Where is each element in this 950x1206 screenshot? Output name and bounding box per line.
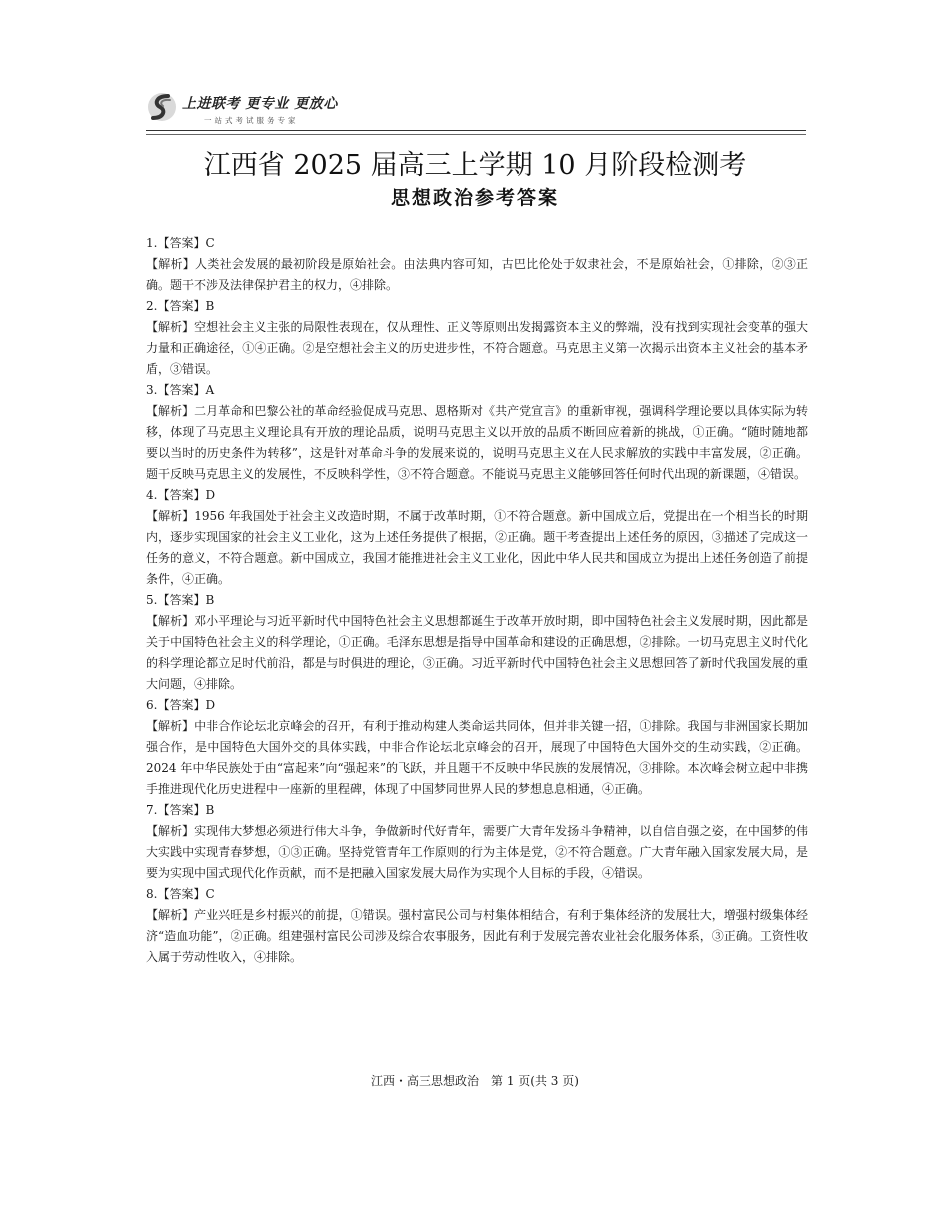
question-2-analysis: 【解析】空想社会主义主张的局限性表现在，仅从理性、正义等原则出发揭露资本主义的弊端，没有找到实现社会变革的强大力量和正确途径，①④正确。②是空想社会主义的历史进步性，不符合题意。马克思主义第一次揭示出资本主义社会的基本矛盾，③错误。: [146, 320, 808, 376]
question-7-analysis: 【解析】实现伟大梦想必须进行伟大斗争，争做新时代好青年，需要广大青年发扬斗争精神，以自信自强之姿，在中国梦的伟大实践中实现青春梦想，①③正确。坚持党管青年工作原则的行为主体是党，②不符合题意。广大青年融入国家发展大局，是要为实现中国式现代化作贡献，而不是把融入国家发展大局作为实现个人目标的手段，④错误。: [146, 824, 808, 880]
question-5-analysis: 【解析】邓小平理论与习近平新时代中国特色社会主义思想都诞生于改革开放时期，即中国特色社会主义发展时期，因此都是关于中国特色社会主义的科学理论，①正确。毛泽东思想是指导中国革命和建设的正确思想，②排除。一切马克思主义时代化的科学理论都立足时代前沿，都是与时俱进的理论，③正确。习近平新时代中国特色社会主义思想回答了新时代我国发展的重大问题，④排除。: [146, 614, 808, 691]
question-7-answer: 7.【答案】B: [146, 803, 215, 817]
question-1-answer: 1.【答案】C: [146, 236, 215, 250]
question-5-answer: 5.【答案】B: [146, 593, 215, 607]
question-6-analysis: 【解析】中非合作论坛北京峰会的召开，有利于推动构建人类命运共同体，但并非关键一招，①排除。我国与非洲国家长期加强合作，是中国特色大国外交的具体实践，中非合作论坛北京峰会的召开，展现了中国特色大国外交的生动实践，②正确。2024 年中华民族处于由“富起来”向“强起来”的飞跃，并且题干不反映中华民族的发展情况，③排除。本次峰会树立起中非携手推进现代化历史进程中一座新的里程碑，体现了中国梦同世界人民的梦想息息相通，④正确。: [146, 719, 808, 796]
question-6-answer: 6.【答案】D: [146, 698, 216, 712]
question-4-answer: 4.【答案】D: [146, 488, 216, 502]
header-divider-thin: [146, 134, 806, 135]
question-3-analysis: 【解析】二月革命和巴黎公社的革命经验促成马克思、恩格斯对《共产党宣言》的重新审视，强调科学理论要以具体实际为转移，体现了马克思主义理论具有开放的理论品质，说明马克思主义以开放的品质不断回应着新的挑战，①正确。“随时随地都要以当时的历史条件为转移”，这是针对革命斗争的发展来说的，说明马克思主义在人民求解放的实践中丰富发展，②正确。题干反映马克思主义的发展性，不反映科学性，③不符合题意。不能说马克思主义能够回答任何时代出现的新课题，④错误。: [146, 404, 808, 481]
page-subtitle: 思想政治参考答案: [390, 187, 559, 209]
header: [146, 88, 806, 132]
question-8-answer: 8.【答案】C: [146, 887, 215, 901]
answer-list: [146, 233, 808, 968]
page-title: 江西省 2025 届高三上学期 10 月阶段检测考: [203, 150, 747, 181]
question-1-analysis: 【解析】人类社会发展的最初阶段是原始社会。由法典内容可知，古巴比伦处于奴隶社会，不是原始社会，①排除，②③正确。题干不涉及法律保护君主的权力，④排除。: [146, 257, 808, 292]
question-8-analysis: 【解析】产业兴旺是乡村振兴的前提，①错误。强村富民公司与村集体相结合，有利于集体经济的发展壮大，增强村级集体经济“造血功能”，②正确。组建强村富民公司涉及综合农事服务，因此有利于发展完善农业社会化服务体系，③正确。工资性收入属于劳动性收入，④排除。: [146, 908, 808, 964]
question-3-answer: 3.【答案】A: [146, 383, 215, 397]
logo-icon: [146, 90, 178, 124]
question-2-answer: 2.【答案】B: [146, 299, 215, 313]
brand-tagline: 一站式考试服务专家: [204, 116, 299, 125]
page-footer: 江西・高三思想政治 第 1 页(共 3 页): [371, 1074, 579, 1088]
brand-slogan: 上进联考 更专业 更放心: [182, 96, 338, 112]
header-divider: [146, 130, 806, 131]
question-4-analysis: 【解析】1956 年我国处于社会主义改造时期，不属于改革时期，①不符合题意。新中国成立后，党提出在一个相当长的时期内，逐步实现国家的社会主义工业化，这为上述任务提供了根据，②正确。题干考查提出上述任务的原因，③描述了完成这一任务的意义，不符合题意。新中国成立，我国才能推进社会主义工业化，因此中华人民共和国成立为提出上述任务创造了前提条件，④正确。: [146, 509, 808, 586]
